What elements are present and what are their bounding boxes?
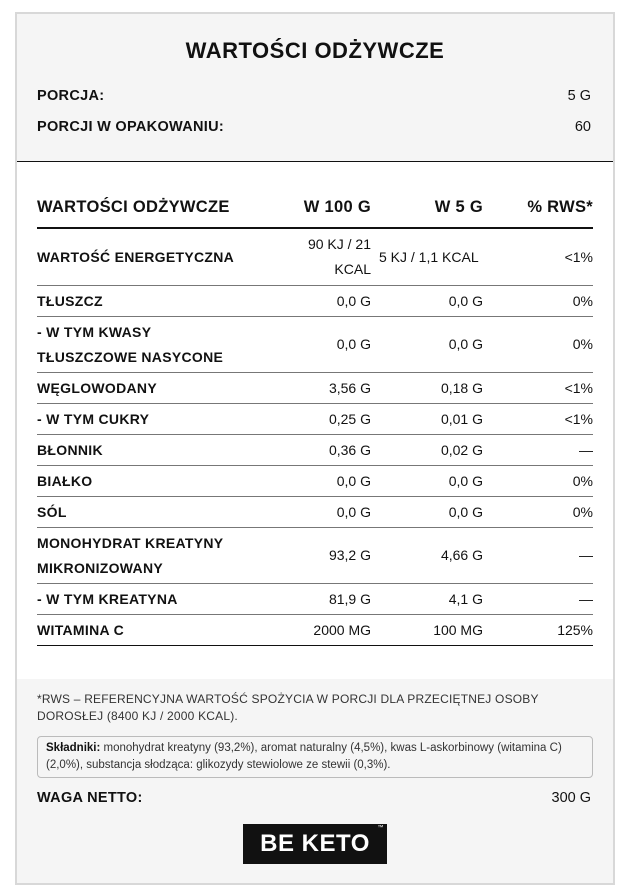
row-rws: <1% xyxy=(564,379,593,396)
header-per5: W 5 G xyxy=(434,198,483,216)
header-rws: % RWS* xyxy=(527,198,593,216)
serving-value: 5 G xyxy=(567,88,591,104)
table-row xyxy=(37,286,593,317)
row-rws: 0% xyxy=(572,292,593,309)
net-weight-row xyxy=(37,787,591,809)
row-rws: — xyxy=(579,590,593,607)
row-name: TŁUSZCZ xyxy=(37,292,103,309)
table-row xyxy=(37,615,593,646)
table-row xyxy=(37,584,593,615)
table-row xyxy=(37,373,593,404)
logo-text: BE KETO xyxy=(260,830,370,857)
nutrition-table xyxy=(37,187,593,646)
row-per5: 0,18 G xyxy=(440,379,483,396)
header-per100: W 100 G xyxy=(303,198,371,216)
brand-logo xyxy=(243,824,387,864)
row-per5: 0,0 G xyxy=(448,336,483,352)
trademark-mark: ™ xyxy=(377,825,384,831)
row-per5: 4,66 G xyxy=(440,547,483,563)
row-name: - W TYM CUKRY xyxy=(37,410,150,427)
servings-per-pack-label: PORCJI W OPAKOWANIU: xyxy=(37,119,224,135)
row-name: WARTOŚĆ ENERGETYCZNA xyxy=(37,248,235,265)
row-per100: 0,0 G xyxy=(336,292,371,309)
row-per100: 0,36 G xyxy=(328,441,371,458)
row-name: - W TYM KWASY TŁUSZCZOWE NASYCONE xyxy=(37,323,224,365)
row-per5: 0,02 G xyxy=(440,441,483,458)
row-rws: 0% xyxy=(572,472,593,489)
nutrition-label-card xyxy=(15,12,615,885)
table-header xyxy=(37,187,593,229)
row-per100: 0,0 G xyxy=(336,472,371,489)
row-per5: 0,0 G xyxy=(448,503,483,520)
table-row xyxy=(37,229,593,286)
servings-per-pack-row xyxy=(37,116,591,138)
row-rws: — xyxy=(579,547,593,563)
row-per100: 3,56 G xyxy=(328,379,371,396)
table-row xyxy=(37,404,593,435)
row-name: WITAMINA C xyxy=(37,621,124,638)
row-per100: 90 KJ / 21 KCAL xyxy=(307,236,371,277)
table-row xyxy=(37,497,593,528)
row-rws: 0% xyxy=(572,336,593,352)
ingredients-box xyxy=(37,736,593,778)
row-name: BIAŁKO xyxy=(37,472,93,489)
row-per100: 93,2 G xyxy=(328,547,371,563)
row-per100: 0,0 G xyxy=(336,336,371,352)
serving-row xyxy=(37,85,591,107)
table-row xyxy=(37,317,593,373)
row-rws: <1% xyxy=(564,410,593,427)
row-name: - W TYM KREATYNA xyxy=(37,590,178,607)
row-per5: 5 KJ / 1,1 KCAL xyxy=(379,248,479,265)
row-per5: 100 MG xyxy=(433,621,483,638)
rws-footnote: *RWS – REFERENCYJNA WARTOŚĆ SPOŻYCIA W PORCJI DLA PRZECIĘTNEJ OSOBY DOROSŁEJ (8400 KJ / 2000 KCAL). xyxy=(37,692,539,723)
table-row xyxy=(37,528,593,584)
row-name: MONOHYDRAT KREATYNY MIKRONIZOWANY xyxy=(37,534,224,576)
row-rws: <1% xyxy=(564,248,593,265)
row-name: BŁONNIK xyxy=(37,441,103,458)
net-weight-label: WAGA NETTO: xyxy=(37,790,143,806)
row-name: SÓL xyxy=(37,503,67,520)
table-row xyxy=(37,435,593,466)
net-weight-value: 300 G xyxy=(551,790,591,806)
ingredients-label: Składniki: xyxy=(46,742,101,754)
ingredients-text: monohydrat kreatyny (93,2%), aromat naturalny (4,5%), kwas L-askorbinowy (witamina C) (2,0%), substancja słodząca: glikozydy stewiolowe ze stewii (0,3%). xyxy=(46,742,562,771)
row-per5: 0,0 G xyxy=(448,472,483,489)
row-per5: 0,0 G xyxy=(448,292,483,309)
row-rws: 0% xyxy=(572,503,593,520)
row-per5: 4,1 G xyxy=(448,590,483,607)
row-per5: 0,01 G xyxy=(440,410,483,427)
row-rws: — xyxy=(579,441,593,458)
servings-per-pack-value: 60 xyxy=(574,119,591,135)
row-per100: 2000 MG xyxy=(313,621,371,638)
table-row xyxy=(37,466,593,497)
row-per100: 0,0 G xyxy=(336,503,371,520)
row-rws: 125% xyxy=(557,621,593,638)
row-per100: 81,9 G xyxy=(328,590,371,607)
header-name: WARTOŚCI ODŻYWCZE xyxy=(37,198,230,216)
page-title: WARTOŚCI ODŻYWCZE xyxy=(185,38,445,63)
row-name: WĘGLOWODANY xyxy=(37,379,157,396)
row-per100: 0,25 G xyxy=(328,410,371,427)
serving-label: PORCJA: xyxy=(37,88,105,104)
